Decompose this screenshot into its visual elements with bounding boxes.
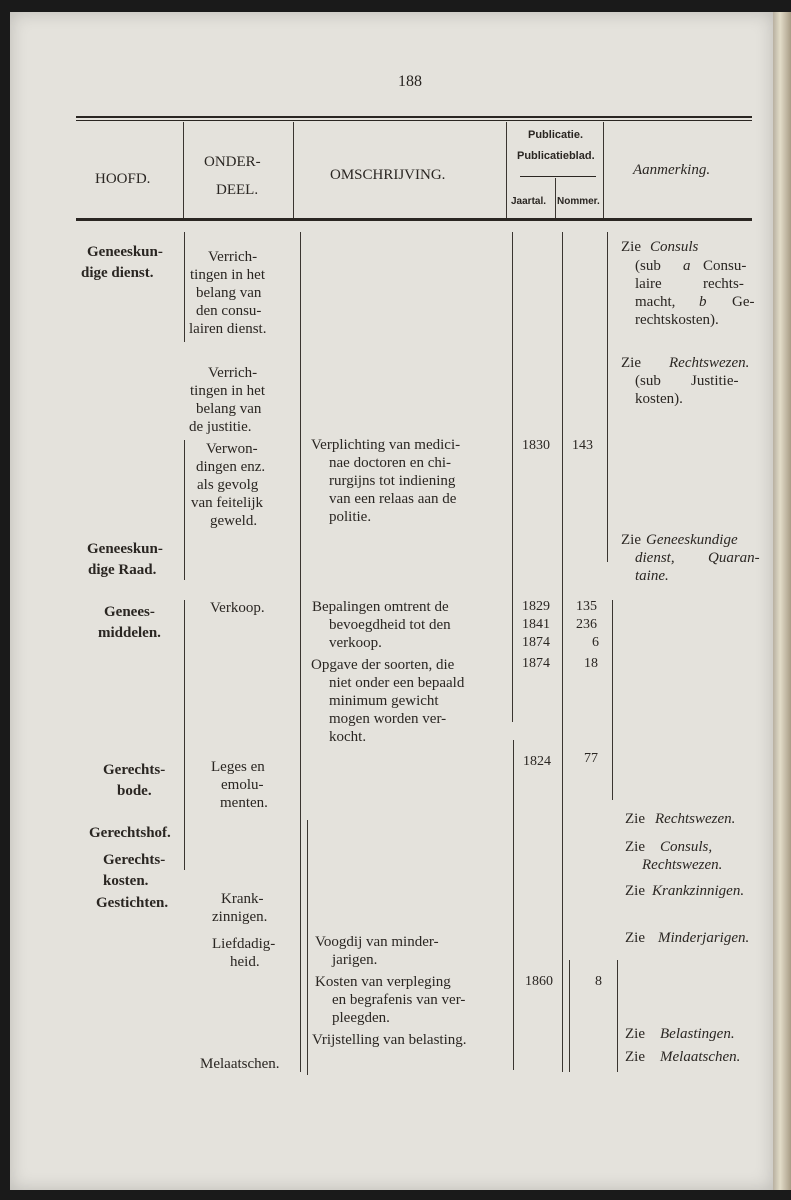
aanmerking-zie: Zie <box>621 532 641 548</box>
onderdeel-consulairen: Verrich- <box>208 249 258 265</box>
hoofd-geneeskundige-raad: dige Raad. <box>88 562 157 578</box>
onderdeel-consulairen: lairen dienst. <box>189 321 267 337</box>
omschrijving-opgave: Opgave der soorten, die <box>311 657 455 673</box>
aanmerking-ref-rechtswezen: Rechtswezen. <box>655 811 736 827</box>
col-divider <box>184 440 185 580</box>
onderdeel-verkoop: Verkoop. <box>210 600 265 616</box>
header-divider <box>183 122 184 218</box>
hoofd-gerechtsbode: Gerechts- <box>103 762 166 778</box>
aanmerking-ref-consuls: Consuls, <box>660 839 713 855</box>
hoofd-geneeskundige-dienst: dige dienst. <box>81 265 154 281</box>
omschrijving-voogdij: Voogdij van minder- <box>315 934 439 950</box>
aanmerking-text: macht, <box>635 294 676 310</box>
aanmerking-ref-melaatschen: Melaatschen. <box>660 1049 741 1065</box>
jaartal: 1829 <box>522 599 550 614</box>
hoofd-geneesmiddelen: middelen. <box>98 625 161 641</box>
col-divider <box>513 740 514 1070</box>
aanmerking-zie: Zie <box>625 839 645 855</box>
onderdeel-verwondingen: geweld. <box>210 513 258 529</box>
aanmerking-ref-belastingen: Belastingen. <box>660 1026 735 1042</box>
nommer: 236 <box>576 617 597 632</box>
page-number: 188 <box>398 73 422 90</box>
header-divider <box>603 122 604 218</box>
top-rule <box>76 116 752 118</box>
onderdeel-liefdadigheid: heid. <box>230 954 260 970</box>
jaartal: 1841 <box>522 617 550 632</box>
aanmerking-ref-minderjarigen: Minderjarigen. <box>658 930 750 946</box>
onderdeel-verwondingen: dingen enz. <box>196 459 266 475</box>
aanmerking-zie: Zie <box>625 930 645 946</box>
hoofd-geneeskundige-dienst: Geneeskun- <box>87 244 163 260</box>
col-divider <box>300 232 301 1072</box>
omschrijving-kosten: pleegden. <box>332 1010 390 1026</box>
onderdeel-leges: menten. <box>220 795 268 811</box>
omschrijving-bepalingen: verkoop. <box>329 635 382 651</box>
header-aanmerking: Aanmerking. <box>633 162 711 178</box>
omschrijving-opgave: kocht. <box>329 729 367 745</box>
col-divider <box>617 960 618 1072</box>
aanmerking-zie: Zie <box>625 883 645 899</box>
header-publicatieblad: Publicatieblad. <box>517 150 595 162</box>
omschrijving-bepalingen: bevoegdheid tot den <box>329 617 451 633</box>
header-divider <box>555 178 556 218</box>
aanmerking-ref-rechtswezen: Rechtswezen. <box>669 355 750 371</box>
aanmerking-text: a <box>683 258 691 274</box>
jaartal: 1860 <box>525 974 553 989</box>
aanmerking-text: (sub <box>635 258 661 274</box>
publicatie-rule <box>520 176 596 177</box>
aanmerking-zie: Zie <box>621 239 641 255</box>
aanmerking-ref-geneeskundige: Geneeskundige <box>646 532 738 548</box>
aanmerking-text: b <box>699 294 707 310</box>
col-divider <box>607 232 608 562</box>
onderdeel-justitie: Verrich- <box>208 365 258 381</box>
nommer: 18 <box>584 656 598 671</box>
hoofd-gerechtsbode: bode. <box>117 783 152 799</box>
onderdeel-consulairen: tingen in het <box>190 267 265 283</box>
onderdeel-justitie: belang van <box>196 401 262 417</box>
header-divider <box>293 122 294 218</box>
col-divider <box>184 600 185 870</box>
header-onderdeel: DEEL. <box>216 182 259 198</box>
onderdeel-consulairen: den consu- <box>196 303 262 319</box>
aanmerking-text: (sub <box>635 373 661 389</box>
onderdeel-leges: emolu- <box>221 777 264 793</box>
header-onderdeel: ONDER- <box>204 154 261 170</box>
header-bottom-rule <box>76 218 752 221</box>
jaartal: 1874 <box>522 635 550 650</box>
hoofd-gerechtskosten: Gerechts- <box>103 852 166 868</box>
aanmerking-ref-dienst: dienst, <box>635 550 675 566</box>
col-divider <box>512 232 513 722</box>
hoofd-gerechtskosten: kosten. <box>103 873 149 889</box>
onderdeel-justitie: tingen in het <box>190 383 265 399</box>
nommer: 6 <box>592 635 599 650</box>
onderdeel-verwondingen: van feitelijk <box>191 495 264 511</box>
onderdeel-verwondingen: Verwon- <box>206 441 258 457</box>
omschrijving-verplichting: rurgijns tot indiening <box>329 473 456 489</box>
aanmerking-text: rechts- <box>703 276 744 292</box>
hoofd-geneesmiddelen: Genees- <box>104 604 155 620</box>
col-divider <box>569 960 570 1072</box>
omschrijving-opgave: mogen worden ver- <box>329 711 447 727</box>
omschrijving-opgave: minimum gewicht <box>329 693 439 709</box>
onderdeel-verwondingen: als gevolg <box>197 477 259 493</box>
omschrijving-verplichting: nae doctoren en chi- <box>329 455 452 471</box>
hoofd-gestichten: Gestichten. <box>96 895 169 911</box>
aanmerking-ref-consuls: Consuls <box>650 239 699 255</box>
col-divider <box>307 820 308 1075</box>
aanmerking-text: Justitie- <box>691 373 739 389</box>
aanmerking-zie: Zie <box>625 811 645 827</box>
top-rule-thin <box>76 120 752 121</box>
onderdeel-justitie: de justitie. <box>189 419 252 435</box>
aanmerking-text: Ge- <box>732 294 755 310</box>
page-edge <box>773 12 791 1190</box>
onderdeel-krankzinnigen: zinnigen. <box>212 909 268 925</box>
onderdeel-liefdadigheid: Liefdadig- <box>212 936 276 952</box>
omschrijving-voogdij: jarigen. <box>332 952 378 968</box>
omschrijving-vrijstelling: Vrijstelling van belasting. <box>312 1032 467 1048</box>
col-divider <box>612 600 613 800</box>
header-divider <box>506 122 507 218</box>
aanmerking-ref-quarantaine: taine. <box>635 568 669 584</box>
col-divider <box>184 232 185 342</box>
aanmerking-text: Consu- <box>703 258 747 274</box>
aanmerking-text: rechtskosten). <box>635 312 719 328</box>
omschrijving-kosten: Kosten van verpleging <box>315 974 451 990</box>
header-jaartal: Jaartal. <box>511 196 547 207</box>
nommer: 8 <box>595 974 602 989</box>
omschrijving-bepalingen: Bepalingen omtrent de <box>312 599 449 615</box>
hoofd-geneeskundige-raad: Geneeskun- <box>87 541 163 557</box>
onderdeel-krankzinnigen: Krank- <box>221 891 264 907</box>
nommer: 143 <box>572 438 593 453</box>
header-hoofd: HOOFD. <box>95 171 151 187</box>
onderdeel-melaatschen: Melaatschen. <box>200 1056 280 1072</box>
aanmerking-zie: Zie <box>625 1049 645 1065</box>
nommer: 77 <box>584 751 598 766</box>
col-divider <box>562 232 563 1072</box>
aanmerking-text: laire <box>635 276 662 292</box>
omschrijving-opgave: niet onder een bepaald <box>329 675 465 691</box>
omschrijving-verplichting: van een relaas aan de <box>329 491 457 507</box>
omschrijving-verplichting: politie. <box>329 509 372 525</box>
onderdeel-consulairen: belang van <box>196 285 262 301</box>
aanmerking-text: kosten). <box>635 391 683 407</box>
header-publicatie: Publicatie. <box>528 129 584 141</box>
onderdeel-leges: Leges en <box>211 759 265 775</box>
jaartal: 1824 <box>523 754 551 769</box>
jaartal: 1830 <box>522 438 550 453</box>
jaartal: 1874 <box>522 656 550 671</box>
aanmerking-ref-quarantaine: Quaran- <box>708 550 760 566</box>
aanmerking-ref-krankzinnigen: Krankzinnigen. <box>652 883 745 899</box>
header-omschrijving: OMSCHRIJVING. <box>330 167 446 183</box>
aanmerking-zie: Zie <box>625 1026 645 1042</box>
omschrijving-kosten: en begrafenis van ver- <box>332 992 466 1008</box>
aanmerking-zie: Zie <box>621 355 641 371</box>
hoofd-gerechtshof: Gerechtshof. <box>89 825 171 841</box>
aanmerking-ref-rechtswezen: Rechtswezen. <box>642 857 723 873</box>
nommer: 135 <box>576 599 597 614</box>
header-nommer: Nommer. <box>557 196 600 207</box>
omschrijving-verplichting: Verplichting van medici- <box>311 437 461 453</box>
